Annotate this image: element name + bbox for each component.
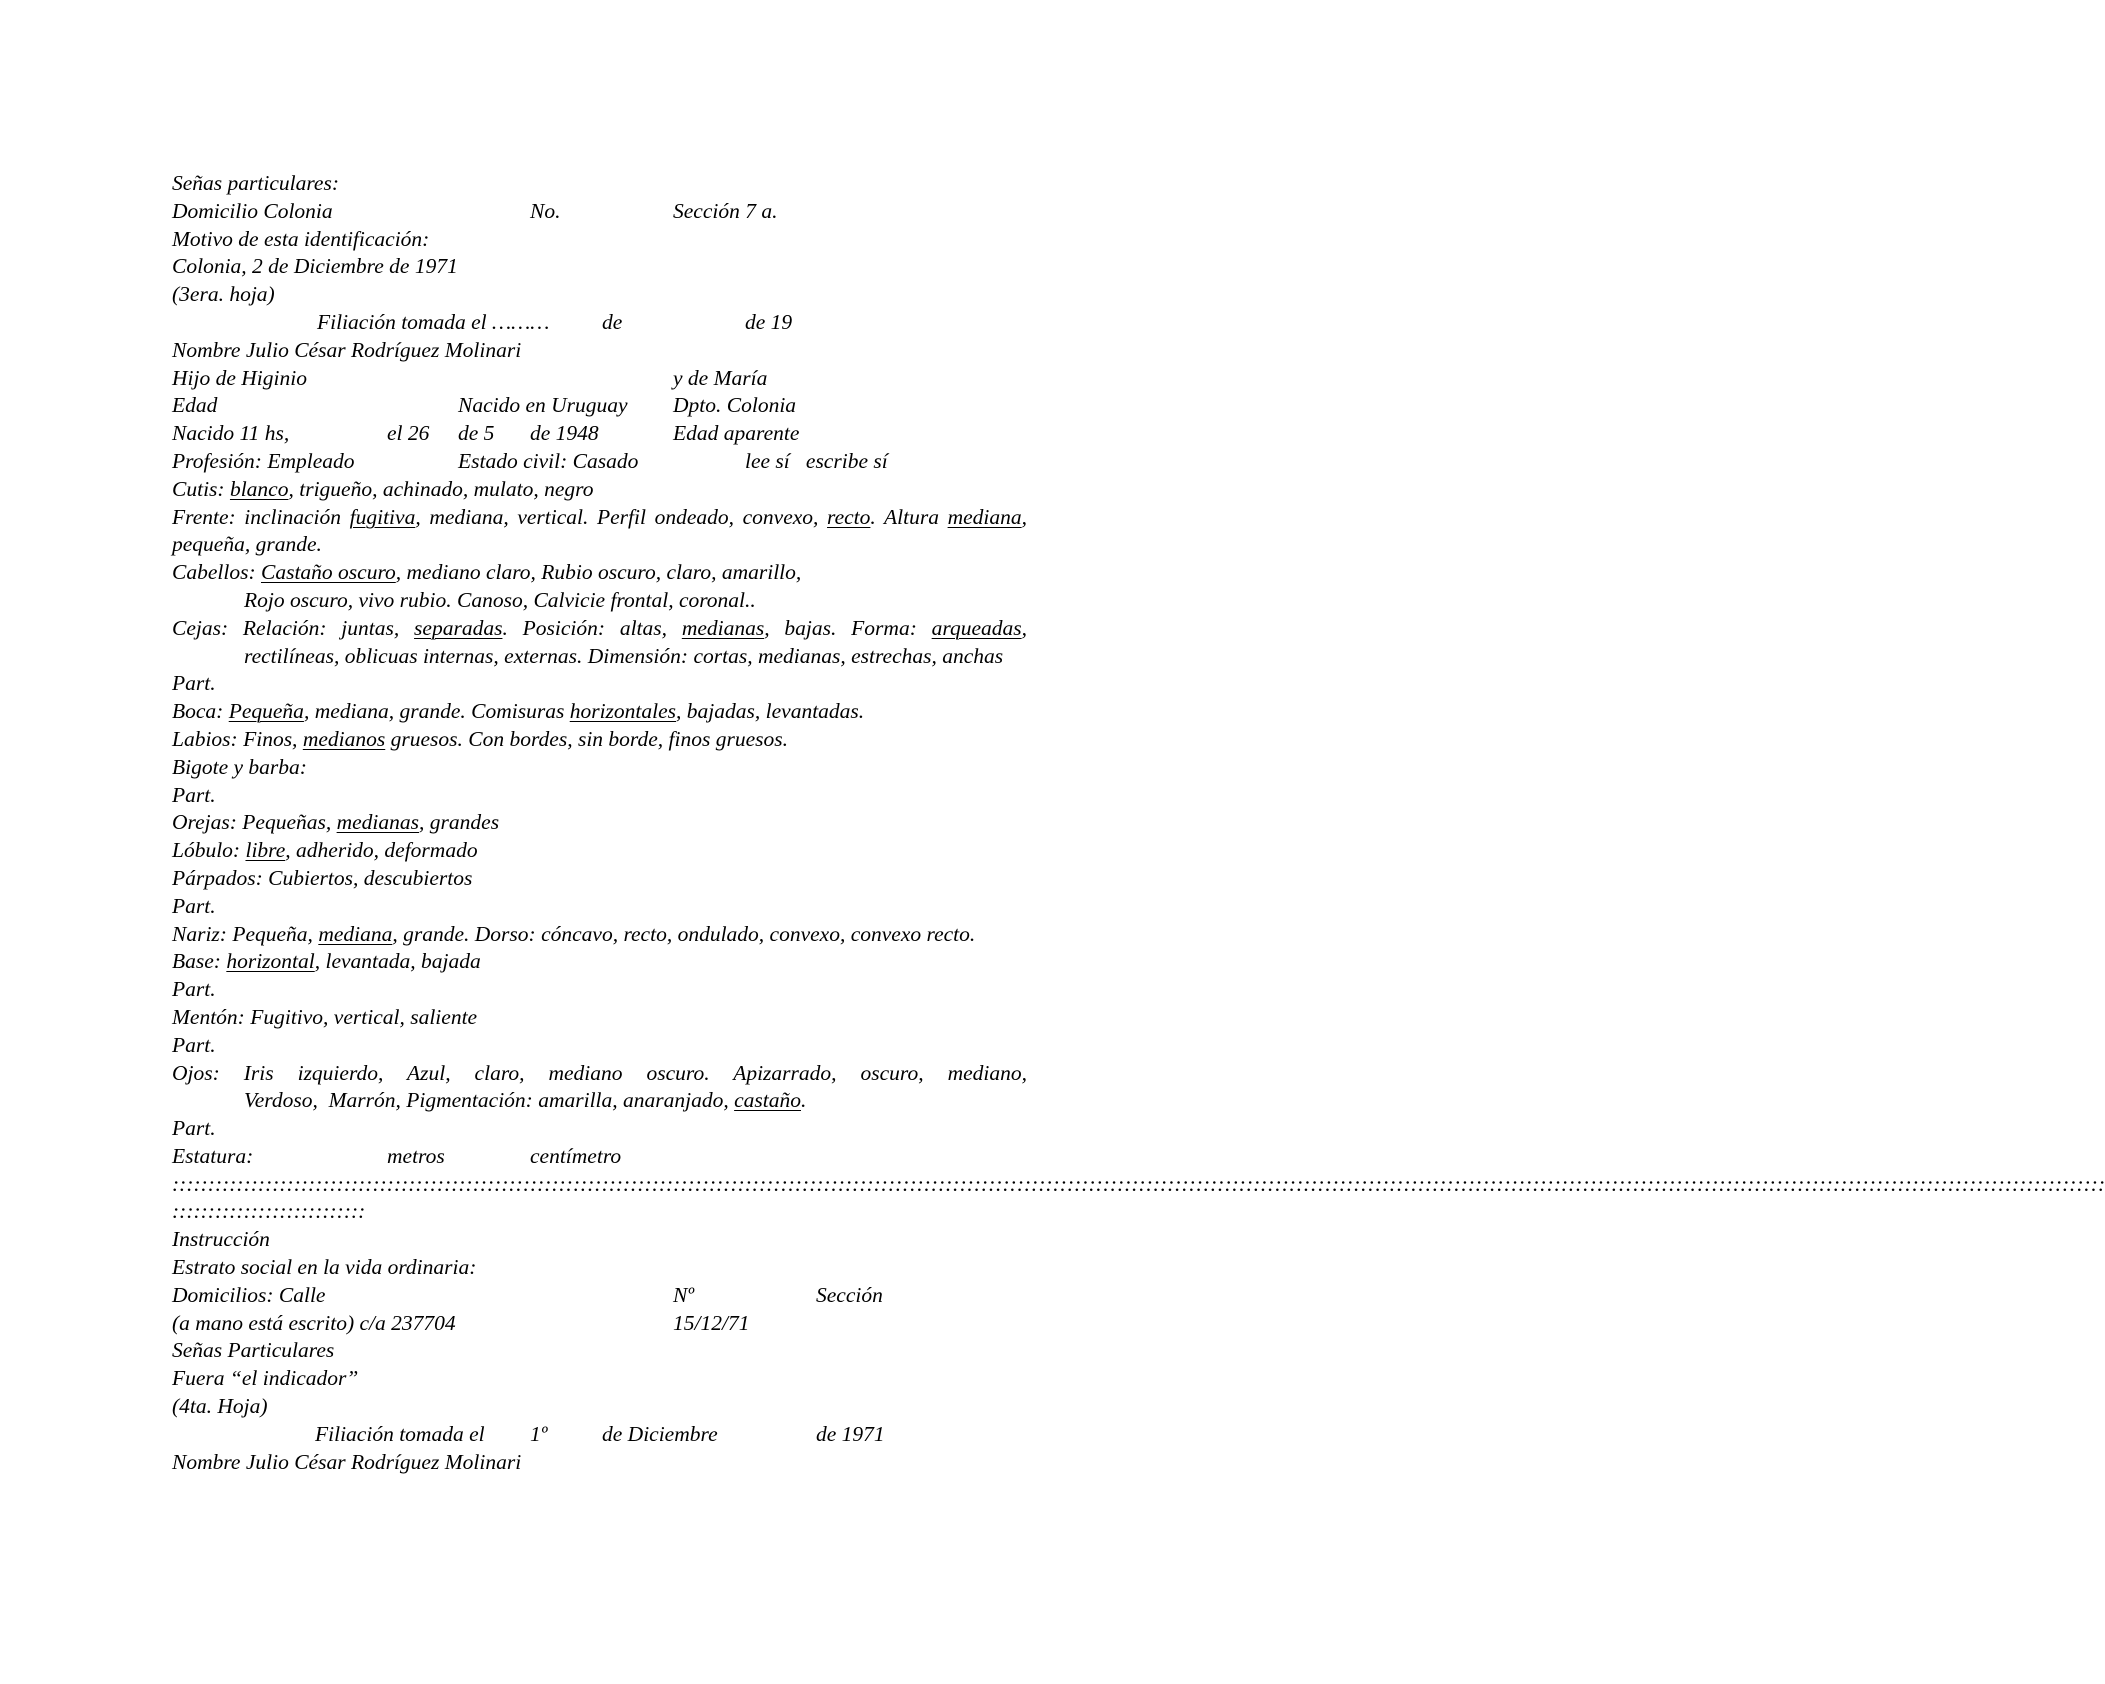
- bigote-line: Bigote y barba:: [172, 754, 307, 779]
- cabellos-line: Cabellos: Castaño oscuro, mediano claro, Rubio oscuro, claro, amarillo,: [172, 560, 802, 585]
- base-line: Base: horizontal, levantada, bajada: [172, 949, 481, 974]
- hoja-3-label: (3era. hoja): [172, 282, 275, 307]
- document-page: [172, 170, 2105, 1476]
- part-label: Part.: [172, 782, 216, 807]
- domicilios-line: Domicilios: Calle Nº Sección: [172, 1282, 883, 1307]
- part-label: Part.: [172, 977, 216, 1002]
- senas-particulares: Señas particulares:: [172, 171, 340, 195]
- filiacion-line-2: Filiación tomada el 1º de Diciembre de 1971: [315, 1421, 885, 1446]
- fuera-line: Fuera “el indicador”: [172, 1366, 359, 1391]
- lobulo-line: Lóbulo: libre, adherido, deformado: [172, 838, 478, 863]
- hoja-4-label: (4ta. Hoja): [172, 1394, 268, 1419]
- nacimiento-line: Nacido 11 hs, el 26 de 5 de 1948 Edad aparente: [172, 421, 800, 446]
- ojos-line-1: Ojos: Iris izquierdo, Azul, claro, mediano oscuro. Apizarrado, oscuro, mediano,: [172, 1060, 1027, 1085]
- estrato-line: Estrato social en la vida ordinaria:: [172, 1255, 477, 1280]
- boca-line: Boca: Pequeña, mediana, grande. Comisuras horizontales, bajadas, levantadas.: [172, 699, 865, 724]
- orejas-line: Orejas: Pequeñas, medianas, grandes: [172, 810, 500, 835]
- part-label: Part.: [172, 1116, 216, 1141]
- nombre-line: Nombre Julio César Rodríguez Molinari: [172, 337, 522, 362]
- nombre-line-2: Nombre Julio César Rodríguez Molinari: [172, 1449, 522, 1474]
- menton-line: Mentón: Fugitivo, vertical, saliente: [172, 1004, 478, 1029]
- nariz-paragraph: Nariz: Pequeña, mediana, grande. Dorso: cóncavo, recto, ondulado, convexo, convexo recto.: [172, 921, 976, 946]
- cutis-line: Cutis: blanco, trigueño, achinado, mulato, negro: [172, 476, 594, 501]
- seccion-label: Sección 7 a.: [673, 198, 778, 223]
- filiacion-line: Filiación tomada el ……… de de 19: [317, 309, 793, 334]
- numero-label: No.: [530, 198, 561, 223]
- domicilio-line: [172, 198, 1027, 226]
- profesion-line: Profesión: Empleado Estado civil: Casado lee sí escribe sí: [172, 448, 888, 473]
- edad-line: Edad Nacido en Uruguay Dpto. Colonia: [172, 393, 797, 418]
- part-label: Part.: [172, 671, 216, 696]
- ojos-line-2: Verdoso, Marrón, Pigmentación: amarilla, anaranjado, castaño.: [244, 1088, 807, 1113]
- parpados-line: Párpados: Cubiertos, descubiertos: [172, 865, 473, 890]
- separator-dots-1: ::::::::::::::::::::::::::::::::::::::::::::::::::::::::::::::::::::::::::::::::::::::::::::::::::::::::::::::::::::::::::::::::::::::::::::::::::::::::::::::::::::::::::::::::::::::::::::::::::::::::::::::::::::::::::::::::::::::::::::::::::::::::::::::::::::::::::::::: [172, 1171, 2105, 1196]
- fecha-line: Colonia, 2 de Diciembre de 1971: [172, 254, 458, 279]
- padres-line: Hijo de Higinio y de María: [172, 365, 768, 390]
- senas-particulares-2: Señas Particulares: [172, 1338, 335, 1363]
- manuscrito-line: (a mano está escrito) c/a 237704 15/12/71: [172, 1310, 750, 1335]
- cabellos-line-2: Rojo oscuro, vivo rubio. Canoso, Calvicie frontal, coronal..: [244, 587, 756, 612]
- part-label: Part.: [172, 1032, 216, 1057]
- part-label: Part.: [172, 893, 216, 918]
- domicilio-label: Domicilio Colonia: [172, 198, 333, 223]
- instruccion-line: Instrucción: [172, 1227, 270, 1252]
- frente-paragraph: Frente: inclinación fugitiva, mediana, vertical. Perfil ondeado, convexo, recto. Altura mediana, pequeña, grande.: [172, 504, 1028, 557]
- separator-dots-2: :::::::::::::::::::::::::::: [172, 1199, 366, 1224]
- estatura-line: Estatura: metros centímetro: [172, 1143, 622, 1168]
- motivo-line: Motivo de esta identificación:: [172, 226, 430, 251]
- labios-line: Labios: Finos, medianos gruesos. Con bordes, sin borde, finos gruesos.: [172, 726, 788, 751]
- cejas-paragraph: Cejas: Relación: juntas, separadas. Posición: altas, medianas, bajas. Forma: arqueadas, rectilíneas, oblicuas internas, externas. Dimensión: cortas, medianas, estrechas, anchas: [172, 615, 1028, 668]
